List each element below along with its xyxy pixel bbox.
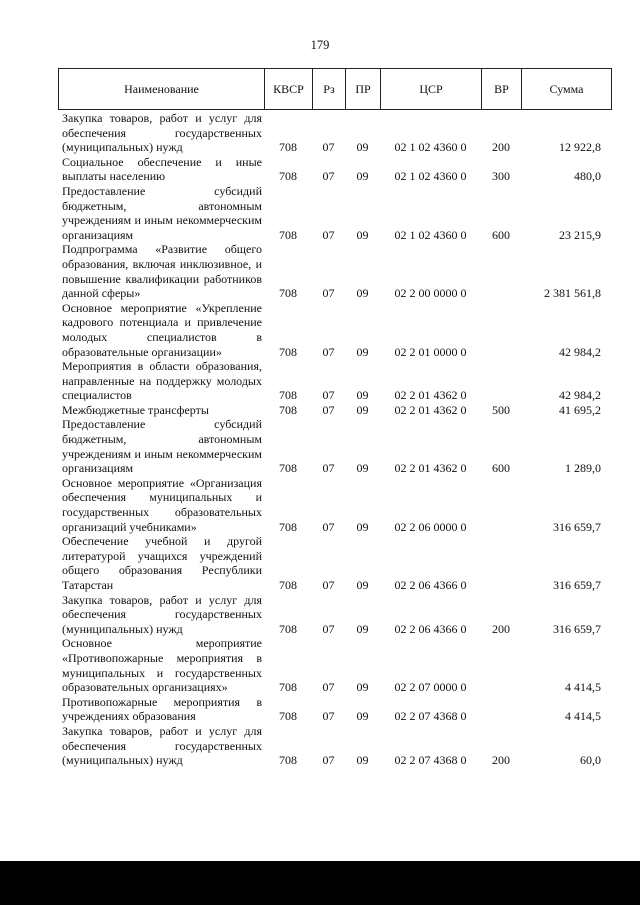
row-vr: 600 [492,227,510,242]
row-csr: 02 2 06 0000 0 [394,519,467,534]
row-kvsr: 708 [279,578,297,592]
row-rz: 07 [322,140,335,155]
row-pr: 09 [356,140,369,155]
row-kvsr: 708 [279,680,297,695]
row-sum: 4 414,5 [565,709,601,724]
row-rz: 07 [322,344,335,359]
row-name: Закупка товаров, работ и услуг для обеспечения государственных (муниципальных) нужд [62,592,262,636]
row-csr: 02 2 07 0000 0 [394,680,467,695]
row-csr: 02 2 01 4362 0 [394,402,467,417]
table-header [58,68,612,110]
row-pr: 09 [356,578,369,592]
scan-bottom-edge [0,861,640,905]
table-row [58,417,611,475]
table-row [58,242,611,300]
row-csr: 02 2 00 0000 0 [394,286,467,301]
row-kvsr: 708 [279,388,297,403]
row-csr: 02 1 02 4360 0 [394,169,467,184]
row-sum: 1 289,0 [565,461,601,476]
row-pr: 09 [356,709,369,724]
row-pr: 09 [356,388,369,403]
table-row [58,593,611,637]
table-row [58,111,611,155]
row-name: Основное мероприятие «Укрепление кадрового потенциала и привлечение молодых специалистов в образовательные организации» [62,300,262,359]
table-row [58,534,611,592]
row-rz: 07 [322,388,335,403]
row-name: Закупка товаров, работ и услуг для обеспечения государственных (муниципальных) нужд [62,723,262,768]
row-rz: 07 [322,402,335,417]
row-sum: 316 659,7 [553,621,601,636]
column-header-kvsr: КВСР [265,69,313,110]
row-rz: 07 [322,753,335,768]
row-rz: 07 [322,709,335,724]
table-row [58,724,611,768]
row-pr: 09 [356,621,369,636]
column-header-pr: ПР [346,69,381,110]
row-name: Мероприятия в области образования, направленные на поддержку молодых специалистов [62,359,262,403]
row-sum: 316 659,7 [553,519,601,534]
row-pr: 09 [356,519,369,534]
row-kvsr: 708 [279,227,297,242]
row-name: Противопожарные мероприятия в учреждениях образования [62,694,262,724]
row-sum: 316 659,7 [553,578,601,592]
row-sum: 41 695,2 [559,402,601,417]
row-name: Закупка товаров, работ и услуг для обеспечения государственных (муниципальных) нужд [62,111,262,155]
row-name: Обеспечение учебной и другой литературой учащихся учреждений общего образования Республики Татарстан [62,534,262,592]
table-row [58,301,611,359]
row-csr: 02 1 02 4360 0 [394,140,467,155]
table-row [58,359,611,403]
row-kvsr: 708 [279,621,297,636]
row-name: Предоставление субсидий бюджетным, автономным учреждениям и иным некоммерческим организациям [62,183,262,242]
column-header-name: Наименование [59,69,265,110]
row-csr: 02 2 01 4362 0 [394,461,467,476]
row-name: Основное мероприятие «Противопожарные мероприятия в муниципальных и государственных образовательных организациях» [62,636,262,695]
row-pr: 09 [356,753,369,768]
table-row [58,403,611,418]
row-name: Предоставление субсидий бюджетным, автономным учреждениям и иным некоммерческим организациям [62,417,262,476]
row-vr: 600 [492,461,510,476]
row-rz: 07 [322,680,335,695]
row-csr: 02 2 01 0000 0 [394,344,467,359]
row-csr: 02 1 02 4360 0 [394,227,467,242]
table-row [58,476,611,534]
row-rz: 07 [322,286,335,301]
row-csr: 02 2 07 4368 0 [394,753,467,768]
row-vr: 200 [492,140,510,155]
row-kvsr: 708 [279,709,297,724]
row-sum: 42 984,2 [559,388,601,403]
row-sum: 480,0 [574,169,601,184]
row-kvsr: 708 [279,286,297,301]
row-sum: 42 984,2 [559,344,601,359]
budget-table-body [58,111,611,768]
row-kvsr: 708 [279,344,297,359]
row-csr: 02 2 06 4366 0 [394,621,467,636]
row-pr: 09 [356,286,369,301]
row-kvsr: 708 [279,753,297,768]
row-vr: 500 [492,402,510,417]
row-rz: 07 [322,227,335,242]
row-name: Межбюджетные трансферты [62,402,209,417]
row-rz: 07 [322,169,335,184]
row-rz: 07 [322,461,335,476]
column-header-sum: Сумма [522,69,612,110]
row-pr: 09 [356,227,369,242]
row-name: Подпрограмма «Развитие общего образования, включая инклюзивное, и повышение квалификации работников данной сферы» [62,242,262,301]
row-name: Социальное обеспечение и иные выплаты населению [62,154,262,184]
row-pr: 09 [356,169,369,184]
row-sum: 4 414,5 [565,680,601,695]
row-kvsr: 708 [279,461,297,476]
row-sum: 2 381 561,8 [544,286,601,301]
row-csr: 02 2 01 4362 0 [394,388,467,403]
table-row [58,184,611,242]
column-header-rz: Рз [313,69,346,110]
row-csr: 02 2 06 4366 0 [394,578,467,592]
page-number: 179 [310,38,330,52]
row-kvsr: 708 [279,169,297,184]
row-kvsr: 708 [279,402,297,417]
row-sum: 23 215,9 [559,227,601,242]
table-row [58,636,611,694]
row-vr: 200 [492,621,510,636]
row-pr: 09 [356,402,369,417]
row-sum: 12 922,8 [559,140,601,155]
row-name: Основное мероприятие «Организация обеспечения муниципальных и государственных образовательных организаций учебниками» [62,475,262,534]
row-pr: 09 [356,344,369,359]
column-header-csr: ЦСР [381,69,482,110]
column-header-vr: ВР [482,69,522,110]
row-kvsr: 708 [279,140,297,155]
row-rz: 07 [322,621,335,636]
table-row [58,695,611,724]
row-rz: 07 [322,578,335,592]
row-kvsr: 708 [279,519,297,534]
row-vr: 300 [492,169,510,184]
row-sum: 60,0 [580,753,601,768]
row-rz: 07 [322,519,335,534]
row-csr: 02 2 07 4368 0 [394,709,467,724]
table-row [58,155,611,184]
row-pr: 09 [356,680,369,695]
row-pr: 09 [356,461,369,476]
row-vr: 200 [492,753,510,768]
